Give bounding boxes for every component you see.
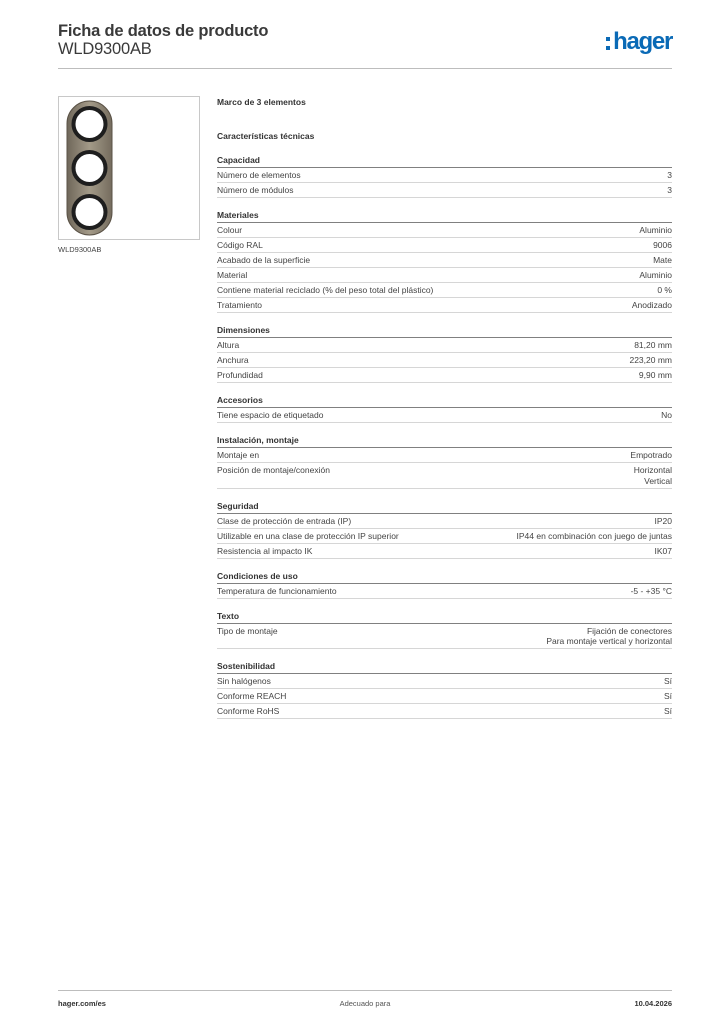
spec-row [217, 338, 672, 353]
spec-value: 3 [667, 170, 672, 180]
spec-value: Sí [663, 676, 672, 686]
spec-label: Clase de protección de entrada (IP) [217, 515, 352, 526]
spec-label: Anchura [217, 355, 249, 365]
spec-row [217, 674, 672, 689]
spec-label: Número de módulos [217, 185, 294, 195]
spec-label: Contiene material reciclado (% del peso total del plástico) [217, 285, 434, 295]
spec-value: 223,20 mm [629, 355, 672, 365]
product-name: Marco de 3 elementos [217, 97, 306, 107]
spec-value: IP20 [654, 515, 672, 526]
spec-row [217, 514, 672, 529]
spec-row [217, 689, 672, 704]
section-title: Seguridad [217, 499, 672, 514]
section-title: Texto [217, 609, 672, 624]
footer-suitable-for: Adecuado para [339, 999, 391, 1008]
section-title: Dimensiones [217, 323, 672, 338]
spec-row [217, 463, 672, 489]
spec-value: Aluminio [639, 270, 672, 280]
spec-row [217, 368, 672, 383]
spec-value: 9006 [653, 240, 672, 250]
page-footer [58, 990, 672, 1011]
spec-label: Altura [217, 340, 240, 350]
spec-value: Horizontal Vertical [633, 465, 672, 486]
product-data [217, 93, 672, 719]
spec-label: Número de elementos [217, 170, 301, 180]
product-image [58, 96, 200, 240]
spec-label: Material [217, 270, 248, 280]
product-frame-illustration [59, 97, 199, 239]
spec-label: Conforme RoHS [217, 706, 280, 716]
hager-logo [606, 29, 672, 55]
spec-value: Anodizado [631, 300, 672, 310]
footer-website: hager.com/es [58, 999, 106, 1008]
spec-row [217, 584, 672, 599]
spec-label: Tipo de montaje [217, 625, 278, 636]
spec-row [217, 238, 672, 253]
page-header [58, 22, 672, 69]
spec-row [217, 283, 672, 298]
logo-text: hager [613, 28, 672, 55]
spec-value: Empotrado [630, 450, 672, 460]
spec-row [217, 544, 672, 559]
spec-row [217, 268, 672, 283]
spec-label: Sin halógenos [217, 676, 271, 686]
spec-label: Colour [217, 225, 243, 235]
spec-row [217, 624, 672, 650]
frame-opening-3 [74, 196, 106, 228]
spec-row [217, 529, 672, 544]
spec-value: 3 [667, 185, 672, 195]
spec-row [217, 448, 672, 463]
spec-value: Fijación de conectores Para montaje vertical y horizontal [546, 625, 672, 646]
spec-value: IP44 en combinación con juego de juntas [516, 530, 672, 541]
section-title: Condiciones de uso [217, 569, 672, 584]
spec-row [217, 408, 672, 423]
spec-label: Montaje en [217, 450, 260, 460]
spec-value: 81,20 mm [634, 340, 672, 350]
spec-label: Código RAL [217, 240, 263, 250]
spec-value: Mate [653, 255, 672, 265]
spec-label: Conforme REACH [217, 691, 287, 701]
spec-row [217, 168, 672, 183]
spec-row [217, 183, 672, 198]
frame-opening-1 [74, 108, 106, 140]
spec-row [217, 298, 672, 313]
technical-characteristics-title: Características técnicas [217, 131, 315, 141]
section-title: Capacidad [217, 153, 672, 168]
spec-value: Aluminio [639, 225, 672, 235]
spec-row [217, 353, 672, 368]
section-title: Materiales [217, 208, 672, 223]
spec-label: Utilizable en una clase de protección IP superior [217, 530, 399, 541]
spec-label: Tiene espacio de etiquetado [217, 410, 324, 420]
spec-label: Profundidad [217, 370, 263, 380]
spec-value: Sí [663, 691, 672, 701]
spec-value: -5 - +35 °C [630, 585, 672, 596]
section-title: Sostenibilidad [217, 659, 672, 674]
section-title: Accesorios [217, 393, 672, 408]
spec-label: Resistencia al impacto IK [217, 545, 313, 556]
spec-label: Temperatura de funcionamiento [217, 585, 337, 596]
spec-row [217, 223, 672, 238]
spec-label: Acabado de la superficie [217, 255, 311, 265]
spec-row [217, 704, 672, 719]
spec-sections [217, 153, 672, 719]
spec-value: IK07 [654, 545, 672, 556]
frame-opening-2 [74, 152, 106, 184]
section-title: Instalación, montaje [217, 433, 672, 448]
footer-date: 10.04.2026 [634, 999, 672, 1008]
logo-mark-icon [606, 37, 611, 50]
product-reference: WLD9300AB [58, 40, 152, 58]
spec-row [217, 253, 672, 268]
spec-label: Tratamiento [217, 300, 263, 310]
spec-value: 9,90 mm [638, 370, 672, 380]
spec-value: Sí [663, 706, 672, 716]
image-caption: WLD9300AB [58, 245, 102, 254]
spec-value: 0 % [657, 285, 672, 295]
spec-label: Posición de montaje/conexión [217, 465, 330, 475]
document-title: Ficha de datos de producto [58, 22, 269, 40]
spec-value: No [661, 410, 672, 420]
